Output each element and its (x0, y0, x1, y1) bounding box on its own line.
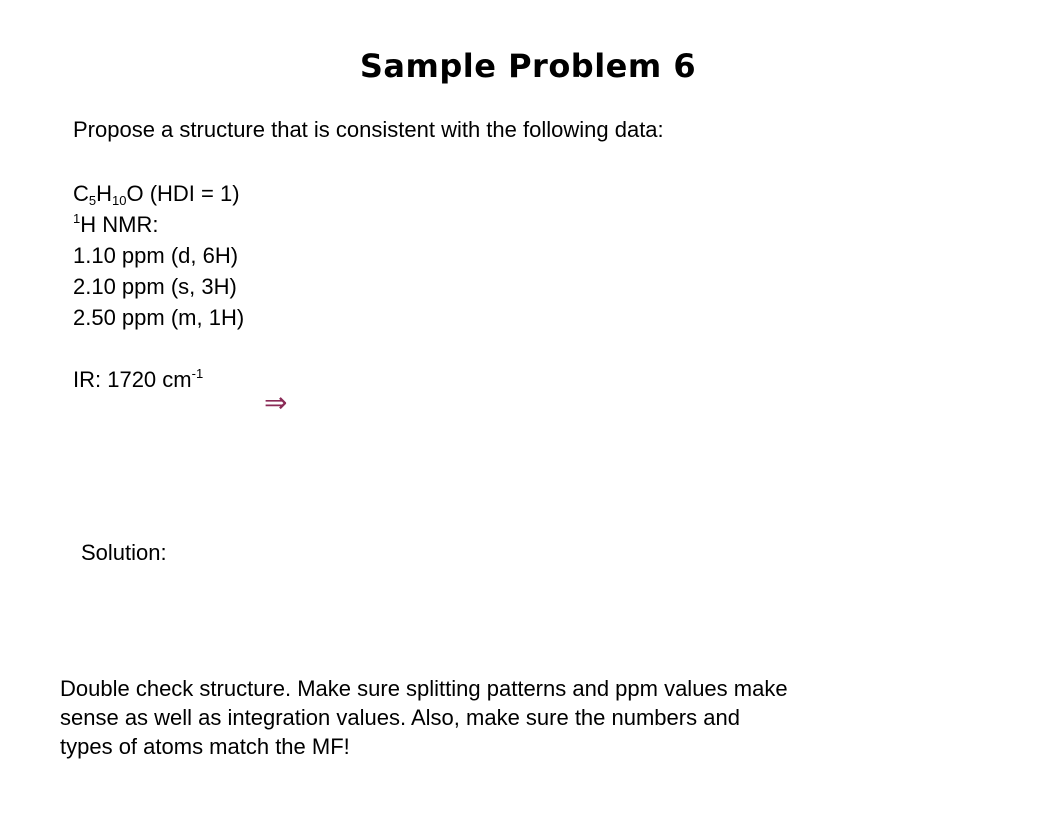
nmr-heading (73, 209, 244, 240)
molecular-formula (73, 178, 244, 209)
formula-carbon: C (73, 181, 89, 206)
note-line: types of atoms match the MF! (60, 734, 350, 759)
ir-data (73, 364, 244, 395)
ir-unit-exponent: -1 (191, 366, 204, 381)
page-title: Sample Problem 6 (359, 47, 697, 85)
nmr-peak: 1.10 ppm (d, 6H) (73, 243, 239, 268)
solution-label: Solution: (81, 540, 167, 565)
formula-rest: O (HDI = 1) (126, 181, 240, 206)
nmr-peak: 2.10 ppm (s, 3H) (73, 274, 237, 299)
note-line: Double check structure. Make sure splitting patterns and ppm values make (60, 676, 788, 701)
formula-hydrogen-count: 10 (112, 193, 127, 208)
problem-statement: Propose a structure that is consistent with the following data: (73, 117, 664, 142)
nmr-peak: 2.50 ppm (m, 1H) (73, 305, 245, 330)
implies-arrow-icon: ⇒ (264, 386, 288, 419)
formula-carbon-count: 5 (88, 193, 97, 208)
nmr-heading-text: H NMR: (80, 212, 159, 237)
double-check-note (60, 674, 1020, 761)
nmr-isotope: 1 (73, 211, 81, 226)
formula-hydrogen: H (96, 181, 113, 206)
spectral-data (73, 178, 244, 395)
note-line: sense as well as integration values. Also, make sure the numbers and (60, 705, 740, 730)
ir-text: IR: 1720 cm (73, 367, 192, 392)
